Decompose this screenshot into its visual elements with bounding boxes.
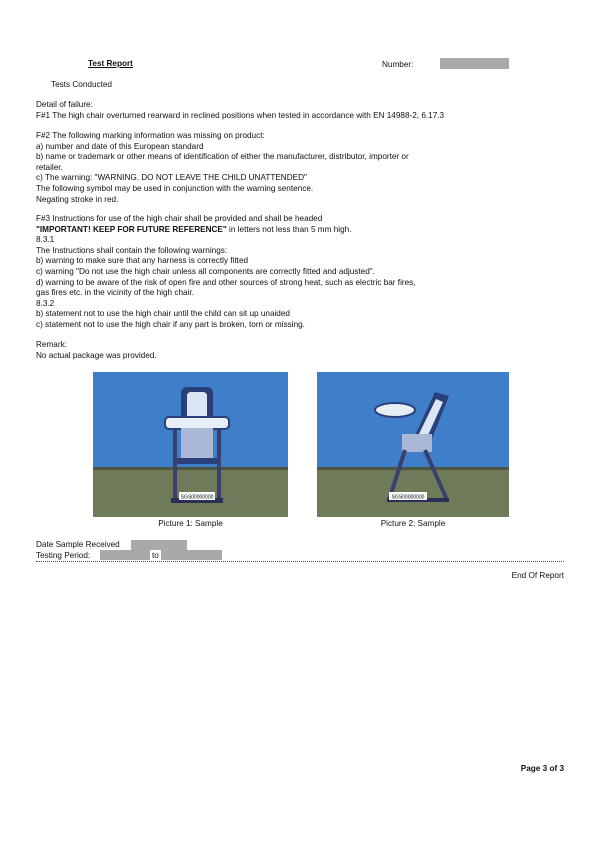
failure-f1: F#1 The high chair overturned rearward in reclined positions when tested in accordance with EN 14988-2, 6.17.3	[36, 110, 445, 120]
f2-line: retailer.	[36, 162, 63, 172]
f3-line: F#3 Instructions for use of the high chair shall be provided and shall be headed	[36, 214, 323, 223]
picture-2-photo	[317, 372, 509, 517]
section-title: Tests Conducted	[51, 80, 112, 89]
number-label: Number:	[382, 60, 414, 69]
f3-line: b) warning to make sure that any harness is correctly fitted	[36, 256, 249, 266]
picture-1-tag: SGS00000000	[180, 494, 214, 501]
remark-heading: Remark:	[36, 340, 67, 349]
f3-heading-line	[36, 225, 416, 236]
picture-2-tag: SGS00000000	[391, 494, 425, 501]
testing-period-label: Testing Period:	[36, 550, 91, 560]
f3-line: c) statement not to use the high chair if any part is broken, torn or missing.	[36, 319, 305, 329]
f2-line: b) name or trademark or other means of identification of either the manufacturer, distributor, importer or	[36, 152, 409, 162]
failure-f2	[36, 131, 409, 205]
f3-line: d) warning to be aware of the risk of open fire and other sources of strong heat, such as electric bar fires,	[36, 277, 416, 287]
f2-line: Negating stroke in red.	[36, 194, 119, 204]
f2-line: The following symbol may be used in conjunction with the warning sentence.	[36, 183, 314, 193]
end-of-report: End Of Report	[511, 571, 564, 580]
f3-line: b) statement not to use the high chair until the child can sit up unaided	[36, 309, 290, 319]
date-received-label: Date Sample Received	[36, 540, 120, 549]
f2-line: c) The warning: "WARNING. DO NOT LEAVE THE CHILD UNATTENDED"	[36, 173, 307, 183]
testing-period-to: to	[152, 550, 159, 560]
picture-2-caption: Picture 2: Sample	[380, 519, 446, 528]
f2-line: a) number and date of this European standard	[36, 141, 204, 151]
f3-line: 8.3.2	[36, 298, 55, 308]
report-title: Test Report	[88, 59, 133, 68]
redacted-period-end	[161, 550, 222, 560]
f3-line: 8.3.1	[36, 235, 55, 245]
f3-important-heading: "IMPORTANT! KEEP FOR FUTURE REFERENCE"	[36, 224, 227, 234]
f3-line: c) warning "Do not use the high chair unless all components are correctly fitted and adjusted".	[36, 266, 375, 276]
separator-line	[36, 561, 564, 566]
f3-heading-rest: in letters not less than 5 mm high.	[226, 224, 352, 234]
f3-line: The Instructions shall contain the following warnings:	[36, 245, 228, 255]
f3-line: gas fires etc. in the vicinity of the high chair.	[36, 288, 194, 298]
redacted-period-start	[100, 550, 150, 560]
page-number: Page 3 of 3	[520, 764, 564, 773]
remark-text: No actual package was provided.	[36, 350, 157, 360]
picture-1-caption: Picture 1: Sample	[158, 519, 223, 528]
picture-1-photo	[93, 372, 288, 517]
redacted-date-received	[131, 540, 187, 550]
redacted-number	[440, 58, 509, 69]
failure-f3	[36, 214, 416, 331]
f2-line: F#2 The following marking information was missing on product:	[36, 131, 265, 140]
detail-heading: Detail of failure:	[36, 100, 93, 109]
